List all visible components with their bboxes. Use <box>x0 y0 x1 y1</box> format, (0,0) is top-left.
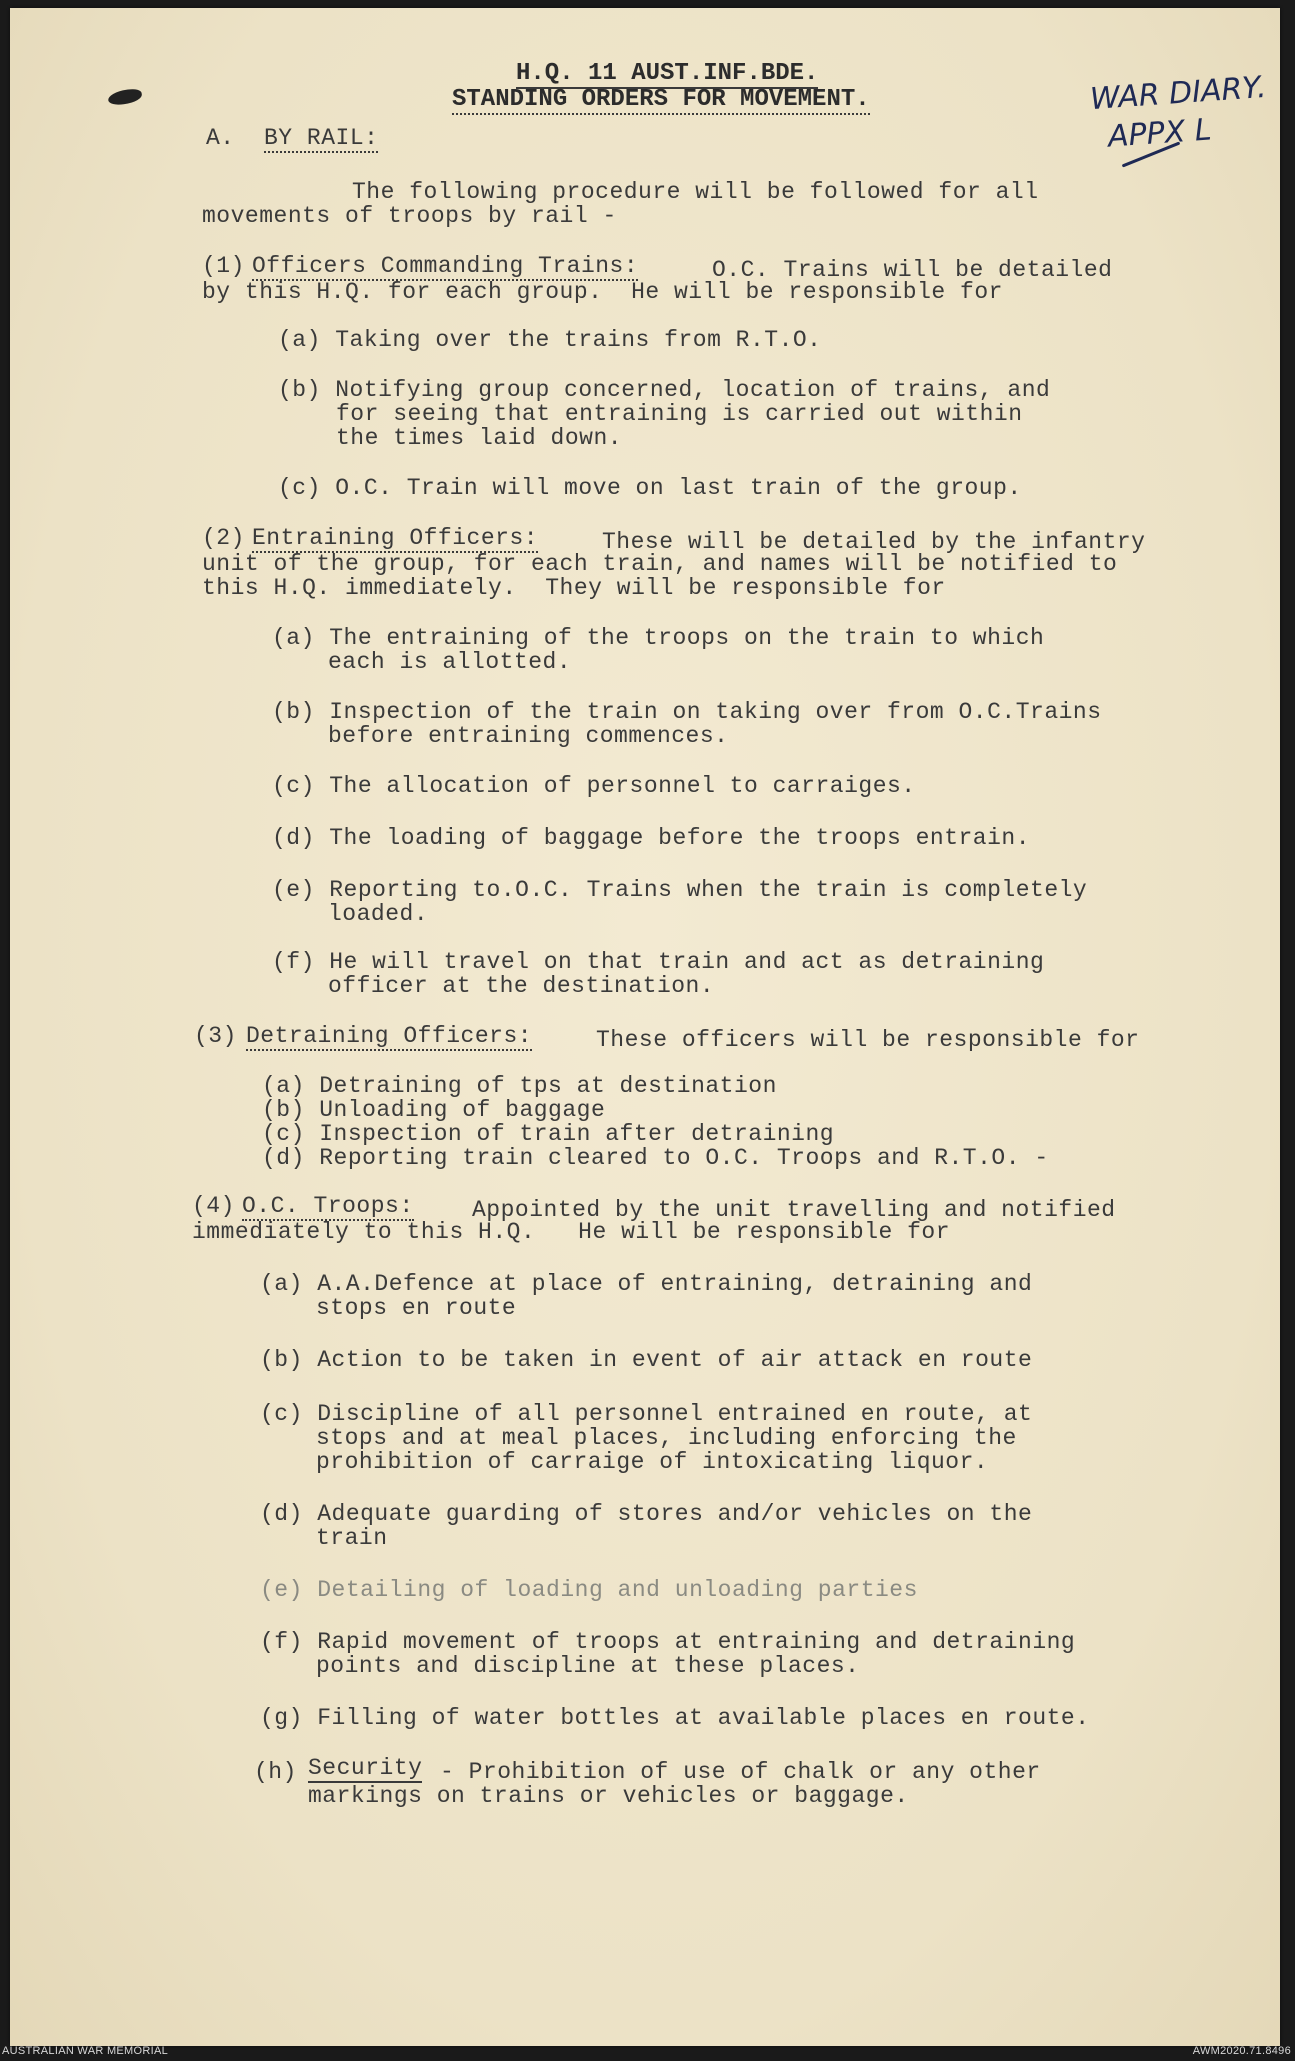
section-2-item-a: (a) The entraining of the troops on the train to which <box>272 625 1045 651</box>
document-page <box>10 8 1280 2046</box>
section-4-heading: O.C. Troops: <box>242 1193 414 1219</box>
section-1-text: O.C. Trains will be detailed <box>712 257 1113 283</box>
section-4-item-b: (b) Action to be taken in event of air attack en route <box>260 1347 1033 1373</box>
section-4-item-c: (c) Discipline of all personnel entrained en route, at <box>260 1401 1033 1427</box>
section-3-item-c: (c) Inspection of train after detraining <box>262 1121 835 1147</box>
section-1-number: (1) <box>202 253 245 279</box>
section-3-number: (3) <box>194 1023 237 1049</box>
section-3-text: These officers will be responsible for <box>596 1027 1140 1053</box>
section-1-heading: Officers Commanding Trains: <box>252 253 639 279</box>
intro-line1: The following procedure will be followed for all <box>352 179 1039 205</box>
section-4-item-a: (a) A.A.Defence at place of entraining, detraining and <box>260 1271 1033 1297</box>
section-4-item-c-cont: prohibition of carraige of intoxicating liquor. <box>316 1449 989 1475</box>
section-4-item-h-cont: markings on trains or vehicles or baggage. <box>308 1783 909 1809</box>
section-1-item-b-cont: the times laid down. <box>336 425 623 451</box>
section-2-item-f: (f) He will travel on that train and act as detraining <box>272 949 1045 975</box>
section-4-item-g: (g) Filling of water bottles at available places en route. <box>260 1705 1090 1731</box>
section-3-item-b: (b) Unloading of baggage <box>262 1097 606 1123</box>
section-4-item-h-text: - Prohibition of use of chalk or any other <box>440 1759 1041 1785</box>
appendix-annotation: APPX L <box>1106 112 1213 155</box>
section-4-item-f-cont: points and discipline at these places. <box>316 1653 860 1679</box>
section-4-number: (4) <box>192 1193 235 1219</box>
section-3-item-d: (d) Reporting train cleared to O.C. Troops and R.T.O. - <box>262 1145 1049 1171</box>
section-2-item-a-cont: each is allotted. <box>328 649 572 675</box>
section-4-item-c-cont: stops and at meal places, including enforcing the <box>316 1425 1017 1451</box>
section-4-text: immediately to this H.Q. He will be responsible for <box>192 1219 951 1245</box>
war-diary-annotation: WAR DIARY. <box>1088 69 1268 118</box>
section-a-heading: BY RAIL: <box>264 125 379 151</box>
ink-blot <box>107 88 143 107</box>
section-1-item-b-cont: for seeing that entraining is carried out within <box>336 401 1023 427</box>
intro-line2: movements of troops by rail - <box>202 203 617 229</box>
section-4-item-d: (d) Adequate guarding of stores and/or vehicles on the <box>260 1501 1033 1527</box>
section-4-item-f: (f) Rapid movement of troops at entraining and detraining <box>260 1629 1076 1655</box>
section-2-item-e-cont: loaded. <box>328 901 429 927</box>
section-3-heading: Detraining Officers: <box>246 1023 533 1049</box>
section-2-text: These will be detailed by the infantry <box>602 529 1146 555</box>
section-4-item-e: (e) Detailing of loading and unloading parties <box>260 1577 918 1603</box>
section-2-item-e: (e) Reporting to.O.C. Trains when the train is completely <box>272 877 1088 903</box>
archive-credit: AUSTRALIAN WAR MEMORIAL <box>2 2045 169 2057</box>
section-4-item-d-cont: train <box>316 1525 388 1551</box>
section-4-item-a-cont: stops en route <box>316 1295 517 1321</box>
section-2-item-c: (c) The allocation of personnel to carraiges. <box>272 773 916 799</box>
archive-reference: AWM2020.71.8496 <box>1192 2045 1291 2057</box>
document-title-line2: STANDING ORDERS FOR MOVEMENT. <box>452 86 870 113</box>
section-1-item-c: (c) O.C. Train will move on last train of the group. <box>278 475 1022 501</box>
section-2-item-f-cont: officer at the destination. <box>328 973 715 999</box>
section-2-text: this H.Q. immediately. They will be responsible for <box>202 575 946 601</box>
document-title-line1: H.Q. 11 AUST.INF.BDE. <box>516 60 819 87</box>
section-1-text: by this H.Q. for each group. He will be responsible for <box>202 279 1003 305</box>
section-4-item-h-number: (h) <box>254 1759 297 1785</box>
section-2-item-b: (b) Inspection of the train on taking over from O.C.Trains <box>272 699 1102 725</box>
section-2-number: (2) <box>202 525 245 551</box>
section-2-text: unit of the group, for each train, and names will be notified to <box>202 551 1118 577</box>
section-4-item-h-heading: Security <box>308 1755 423 1781</box>
section-1-item-b: (b) Notifying group concerned, location of trains, and <box>278 377 1051 403</box>
section-1-item-a: (a) Taking over the trains from R.T.O. <box>278 327 822 353</box>
section-3-item-a: (a) Detraining of tps at destination <box>262 1073 777 1099</box>
section-2-item-b-cont: before entraining commences. <box>328 723 729 749</box>
section-2-item-d: (d) The loading of baggage before the troops entrain. <box>272 825 1031 851</box>
section-4-text: Appointed by the unit travelling and notified <box>472 1197 1116 1223</box>
section-2-heading: Entraining Officers: <box>252 525 539 551</box>
section-a-letter: A. <box>206 125 235 151</box>
